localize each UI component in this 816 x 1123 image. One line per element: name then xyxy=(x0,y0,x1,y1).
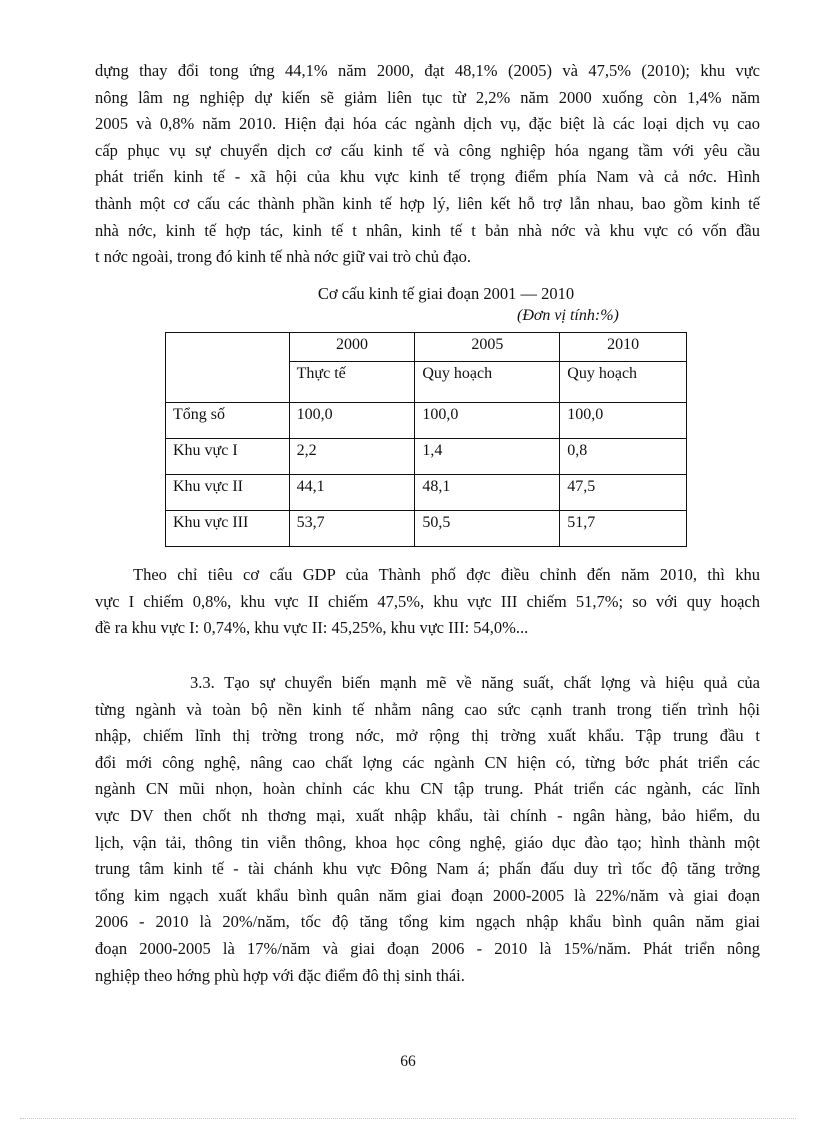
text-line: 2005 và 0,8% năm 2010. Hiện đại hóa các ngành dịch vụ, đặc biệt là các loại dịch vụ cao xyxy=(95,114,760,134)
text-line: 3.3. Tạo sự chuyển biến mạnh mẽ về năng suất, chất lợng và hiệu quả của xyxy=(190,673,760,692)
page-bottom-divider xyxy=(20,1118,796,1119)
table-caption: Cơ cấu kinh tế giai đoạn 2001 — 2010 xyxy=(317,284,575,303)
table-row xyxy=(166,439,687,475)
text-line: nhập, chiếm lĩnh thị trờng trong nớc, mở rộng thị trờng xuất khẩu. Tập trung đầu t xyxy=(95,726,760,746)
text-line: dựng thay đổi tong ứng 44,1% năm 2000, đạt 48,1% (2005) và 47,5% (2010); khu vực xyxy=(95,61,760,80)
row-label-cell: Khu vực III xyxy=(166,511,290,547)
text-line: vực DV then chốt nh thơng mại, xuất nhập khẩu, tài chính - ngân hàng, bảo hiểm, du xyxy=(95,805,760,825)
header-year-cell: 2000 xyxy=(289,333,415,362)
text-line: nông lâm ng nghiệp dự kiến sẽ giảm liên tục từ 2,2% năm 2000 xuống còn 1,4% năm xyxy=(95,87,760,107)
header-year-cell: 2010 xyxy=(560,333,687,362)
text-line: Theo chỉ tiêu cơ cấu GDP của Thành phố đợc điều chỉnh đến năm 2010, thì khu xyxy=(133,565,760,584)
text-line: vực I chiếm 0,8%, khu vực II chiếm 47,5%, khu vực III chiếm 51,7%; so với quy hoạch xyxy=(95,591,760,611)
table-cell: 47,5 xyxy=(560,475,687,511)
row-label-cell: Khu vực I xyxy=(166,439,290,475)
text-line: đổi mới công nghệ, nâng cao chất lợng các ngành CN hiện có, từng bớc phát triển các xyxy=(95,752,760,772)
table-cell: 53,7 xyxy=(289,511,415,547)
paragraph-economic-structure xyxy=(95,58,760,271)
page-number: 66 xyxy=(400,1053,416,1070)
table-cell: 0,8 xyxy=(560,439,687,475)
text-line: tổng kim ngạch xuất khẩu bình quân năm giai đoạn 2000-2005 là 22%/năm và giai đoạn xyxy=(95,885,760,905)
text-line: t nớc ngoài, trong đó kinh tế nhà nớc giữ vai trò chủ đạo. xyxy=(95,247,472,267)
table-row xyxy=(166,403,687,439)
table-cell: 50,5 xyxy=(415,511,560,547)
economic-structure-table xyxy=(165,332,687,547)
header-year-cell: 2005 xyxy=(415,333,560,362)
table-cell: 1,4 xyxy=(415,439,560,475)
table-unit-note: (Đơn vị tính:%) xyxy=(517,307,619,324)
table-header-years xyxy=(166,333,687,362)
text-line: thành một cơ cấu các thành phần kinh tế hợp lý, liên kết hỗ trợ lẫn nhau, bao gồm kinh tế xyxy=(95,193,760,213)
table-cell: 44,1 xyxy=(289,475,415,511)
text-line: 2006 - 2010 là 20%/năm, tốc độ tăng tổng kim ngạch nhập khẩu bình quân năm giai xyxy=(95,912,760,932)
text-line: phát triển kinh tế - xã hội của khu vực kinh tế trọng điểm phía Nam và cả nớc. Hình xyxy=(95,167,760,187)
table-cell: 2,2 xyxy=(289,439,415,475)
table-corner-cell xyxy=(166,333,290,403)
table-cell: 100,0 xyxy=(289,403,415,439)
table-cell: 100,0 xyxy=(560,403,687,439)
table-cell: 48,1 xyxy=(415,475,560,511)
paragraph-gdp-targets xyxy=(95,562,760,642)
text-line: đề ra khu vực I: 0,74%, khu vực II: 45,25%, khu vực III: 54,0%... xyxy=(95,618,529,638)
header-type-cell: Quy hoạch xyxy=(415,362,560,403)
paragraph-section-3-3 xyxy=(95,670,760,989)
table-row xyxy=(166,511,687,547)
text-line: trung tâm kinh tế - tài chánh khu vực Đông Nam á; phấn đấu duy trì tốc độ tăng trởng xyxy=(95,859,760,879)
text-line: lịch, vận tải, thông tin viễn thông, khoa học công nghệ, giáo dục đào tạo; hình thành một xyxy=(95,832,760,852)
row-label-cell: Khu vực II xyxy=(166,475,290,511)
table-row xyxy=(166,475,687,511)
row-label-cell: Tổng số xyxy=(166,403,290,439)
text-line: từng ngành và toàn bộ nền kinh tế nhằm nâng cao sức cạnh tranh trong tiến trình hội xyxy=(95,699,760,719)
header-type-cell: Quy hoạch xyxy=(560,362,687,403)
table-cell: 100,0 xyxy=(415,403,560,439)
text-line: nhà nớc, kinh tế hợp tác, kinh tế t nhân, kinh tế t bản nhà nớc và khu vực có vốn đầu xyxy=(95,220,760,240)
text-line: cấp phục vụ sự chuyển dịch cơ cấu kinh tế và công nghiệp hóa ngang tầm với yêu cầu xyxy=(95,140,760,160)
table-cell: 51,7 xyxy=(560,511,687,547)
header-type-cell: Thực tế xyxy=(289,362,415,403)
text-line: đoạn 2000-2005 là 17%/năm và giai đoạn 2006 - 2010 là 15%/năm. Phát triển nông xyxy=(95,938,760,958)
text-line: ngành CN mũi nhọn, hoàn chỉnh các khu CN tập trung. Phát triển các ngành, các lĩnh xyxy=(95,779,760,799)
text-line: nghiệp theo hớng phù hợp với đặc điểm đô thị sinh thái. xyxy=(95,965,465,985)
